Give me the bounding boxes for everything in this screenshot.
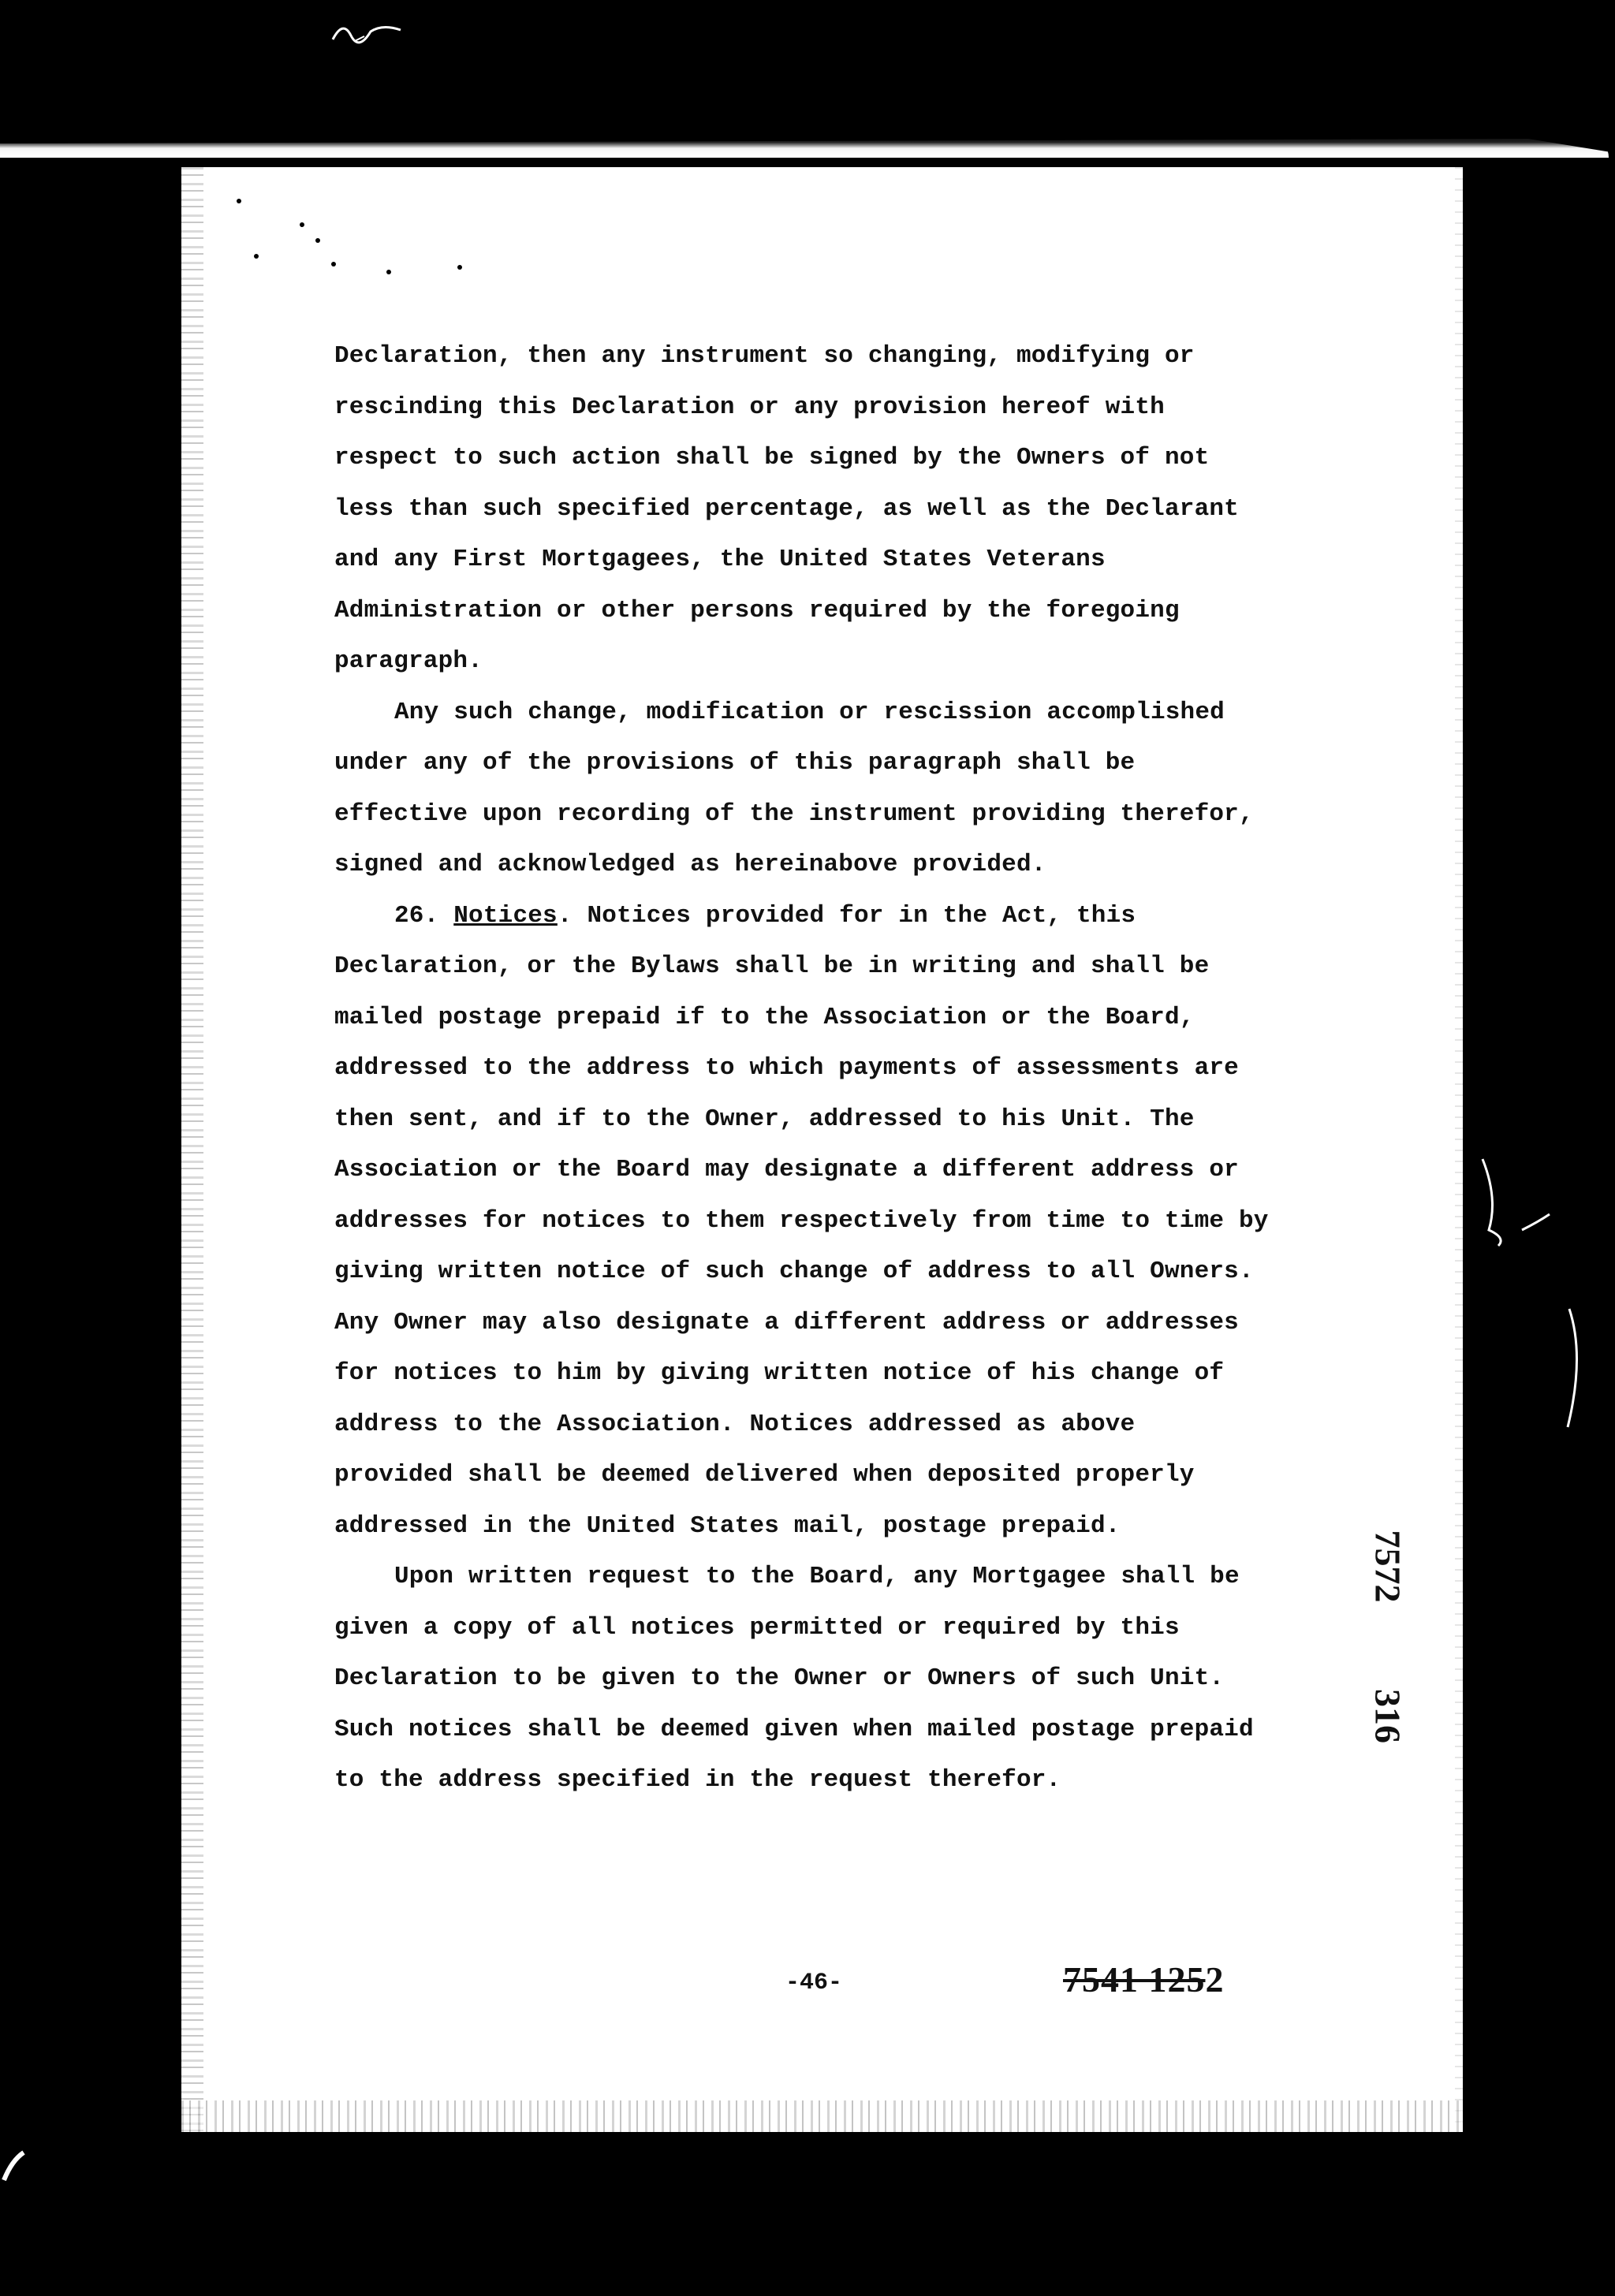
section-heading: Notices [453, 901, 558, 930]
text-line: Such notices shall be deemed given when mailed postage prepaid [334, 1715, 1254, 1743]
text-line: then sent, and if to the Owner, addressed to his Unit. The [334, 1105, 1195, 1133]
text-line: given a copy of all notices permitted or required by this [334, 1613, 1180, 1642]
text-line: rescinding this Declaration or any provision hereof with [334, 393, 1165, 421]
text-line: Association or the Board may designate a different address or [334, 1156, 1239, 1183]
speck [457, 265, 462, 270]
text-line: Declaration to be given to the Owner or Owners of such Unit. [334, 1664, 1225, 1692]
text-line: address to the Association. Notices addressed as above [334, 1410, 1136, 1438]
speck [386, 270, 391, 274]
text-line: for notices to him by giving written notice of his change of [334, 1359, 1225, 1387]
text-line: giving written notice of such change of address to all Owners. [334, 1258, 1254, 1285]
text-line: under any of the provisions of this paragraph shall be [334, 749, 1136, 777]
text-line: effective upon recording of the instrument providing therefor, [334, 800, 1254, 828]
text-line: Declaration, then any instrument so changing, modifying or [334, 342, 1195, 370]
scan-grain-right [1455, 167, 1463, 2132]
page-number: -46- [785, 1970, 843, 1996]
speck [254, 254, 259, 259]
text-line: provided shall be deemed delivered when deposited properly [334, 1461, 1195, 1489]
text-line: signed and acknowledged as hereinabove provided. [334, 851, 1046, 878]
text-line: Declaration, or the Bylaws shall be in writing and shall be [334, 952, 1210, 980]
margin-page-number: 316 [1367, 1689, 1408, 1743]
scan-artifact-left [0, 2145, 32, 2184]
speck [331, 262, 336, 266]
text-line: Upon written request to the Board, any Mortgagee shall be [394, 1563, 1240, 1590]
paragraph-block-1 [334, 331, 1328, 891]
scan-grain-left [181, 167, 203, 2132]
scan-grain-bottom [181, 2100, 1463, 2132]
text-line: Any Owner may also designate a different address or addresses [334, 1308, 1239, 1336]
handwritten-mark [331, 16, 402, 47]
text-line: less than such specified percentage, as well as the Declarant [334, 494, 1239, 523]
text-line: addresses for notices to them respectively from time to time by [334, 1206, 1269, 1235]
recording-reference-number [1063, 1959, 1225, 2000]
text-line: respect to such action shall be signed by the Owners of not [334, 444, 1210, 472]
text-line: and any First Mortgagees, the United States Veterans [334, 546, 1106, 573]
reference-tail: 2 [1205, 1959, 1225, 2000]
text-line: to the address specified in the request therefor. [334, 1766, 1061, 1794]
text-line: Administration or other persons required by the foregoing [334, 596, 1180, 624]
paragraph-block-2 [334, 941, 1328, 1806]
struck-reference: 7541 125 [1063, 1959, 1206, 2000]
speck [237, 199, 241, 203]
text-line: paragraph. [334, 647, 483, 675]
speck [315, 238, 320, 243]
text-line: addressed to the address to which payments of assessments are [334, 1054, 1239, 1082]
document-body [334, 331, 1328, 1806]
text-line: Any such change, modification or rescission accomplished [394, 698, 1225, 726]
speck [300, 222, 304, 227]
text-line: addressed in the United States mail, postage prepaid. [334, 1511, 1121, 1540]
section-26-first-line [334, 891, 1328, 942]
scan-artifact-right [1475, 1151, 1593, 1435]
scan-top-edge [0, 134, 1609, 158]
section-heading-end: . [557, 901, 573, 930]
margin-book-number: 7572 [1367, 1530, 1408, 1603]
text-line: mailed postage prepaid if to the Association or the Board, [334, 1003, 1195, 1031]
section-first-line-text: Notices provided for in the Act, this [587, 901, 1136, 930]
section-number: 26. [394, 901, 439, 930]
